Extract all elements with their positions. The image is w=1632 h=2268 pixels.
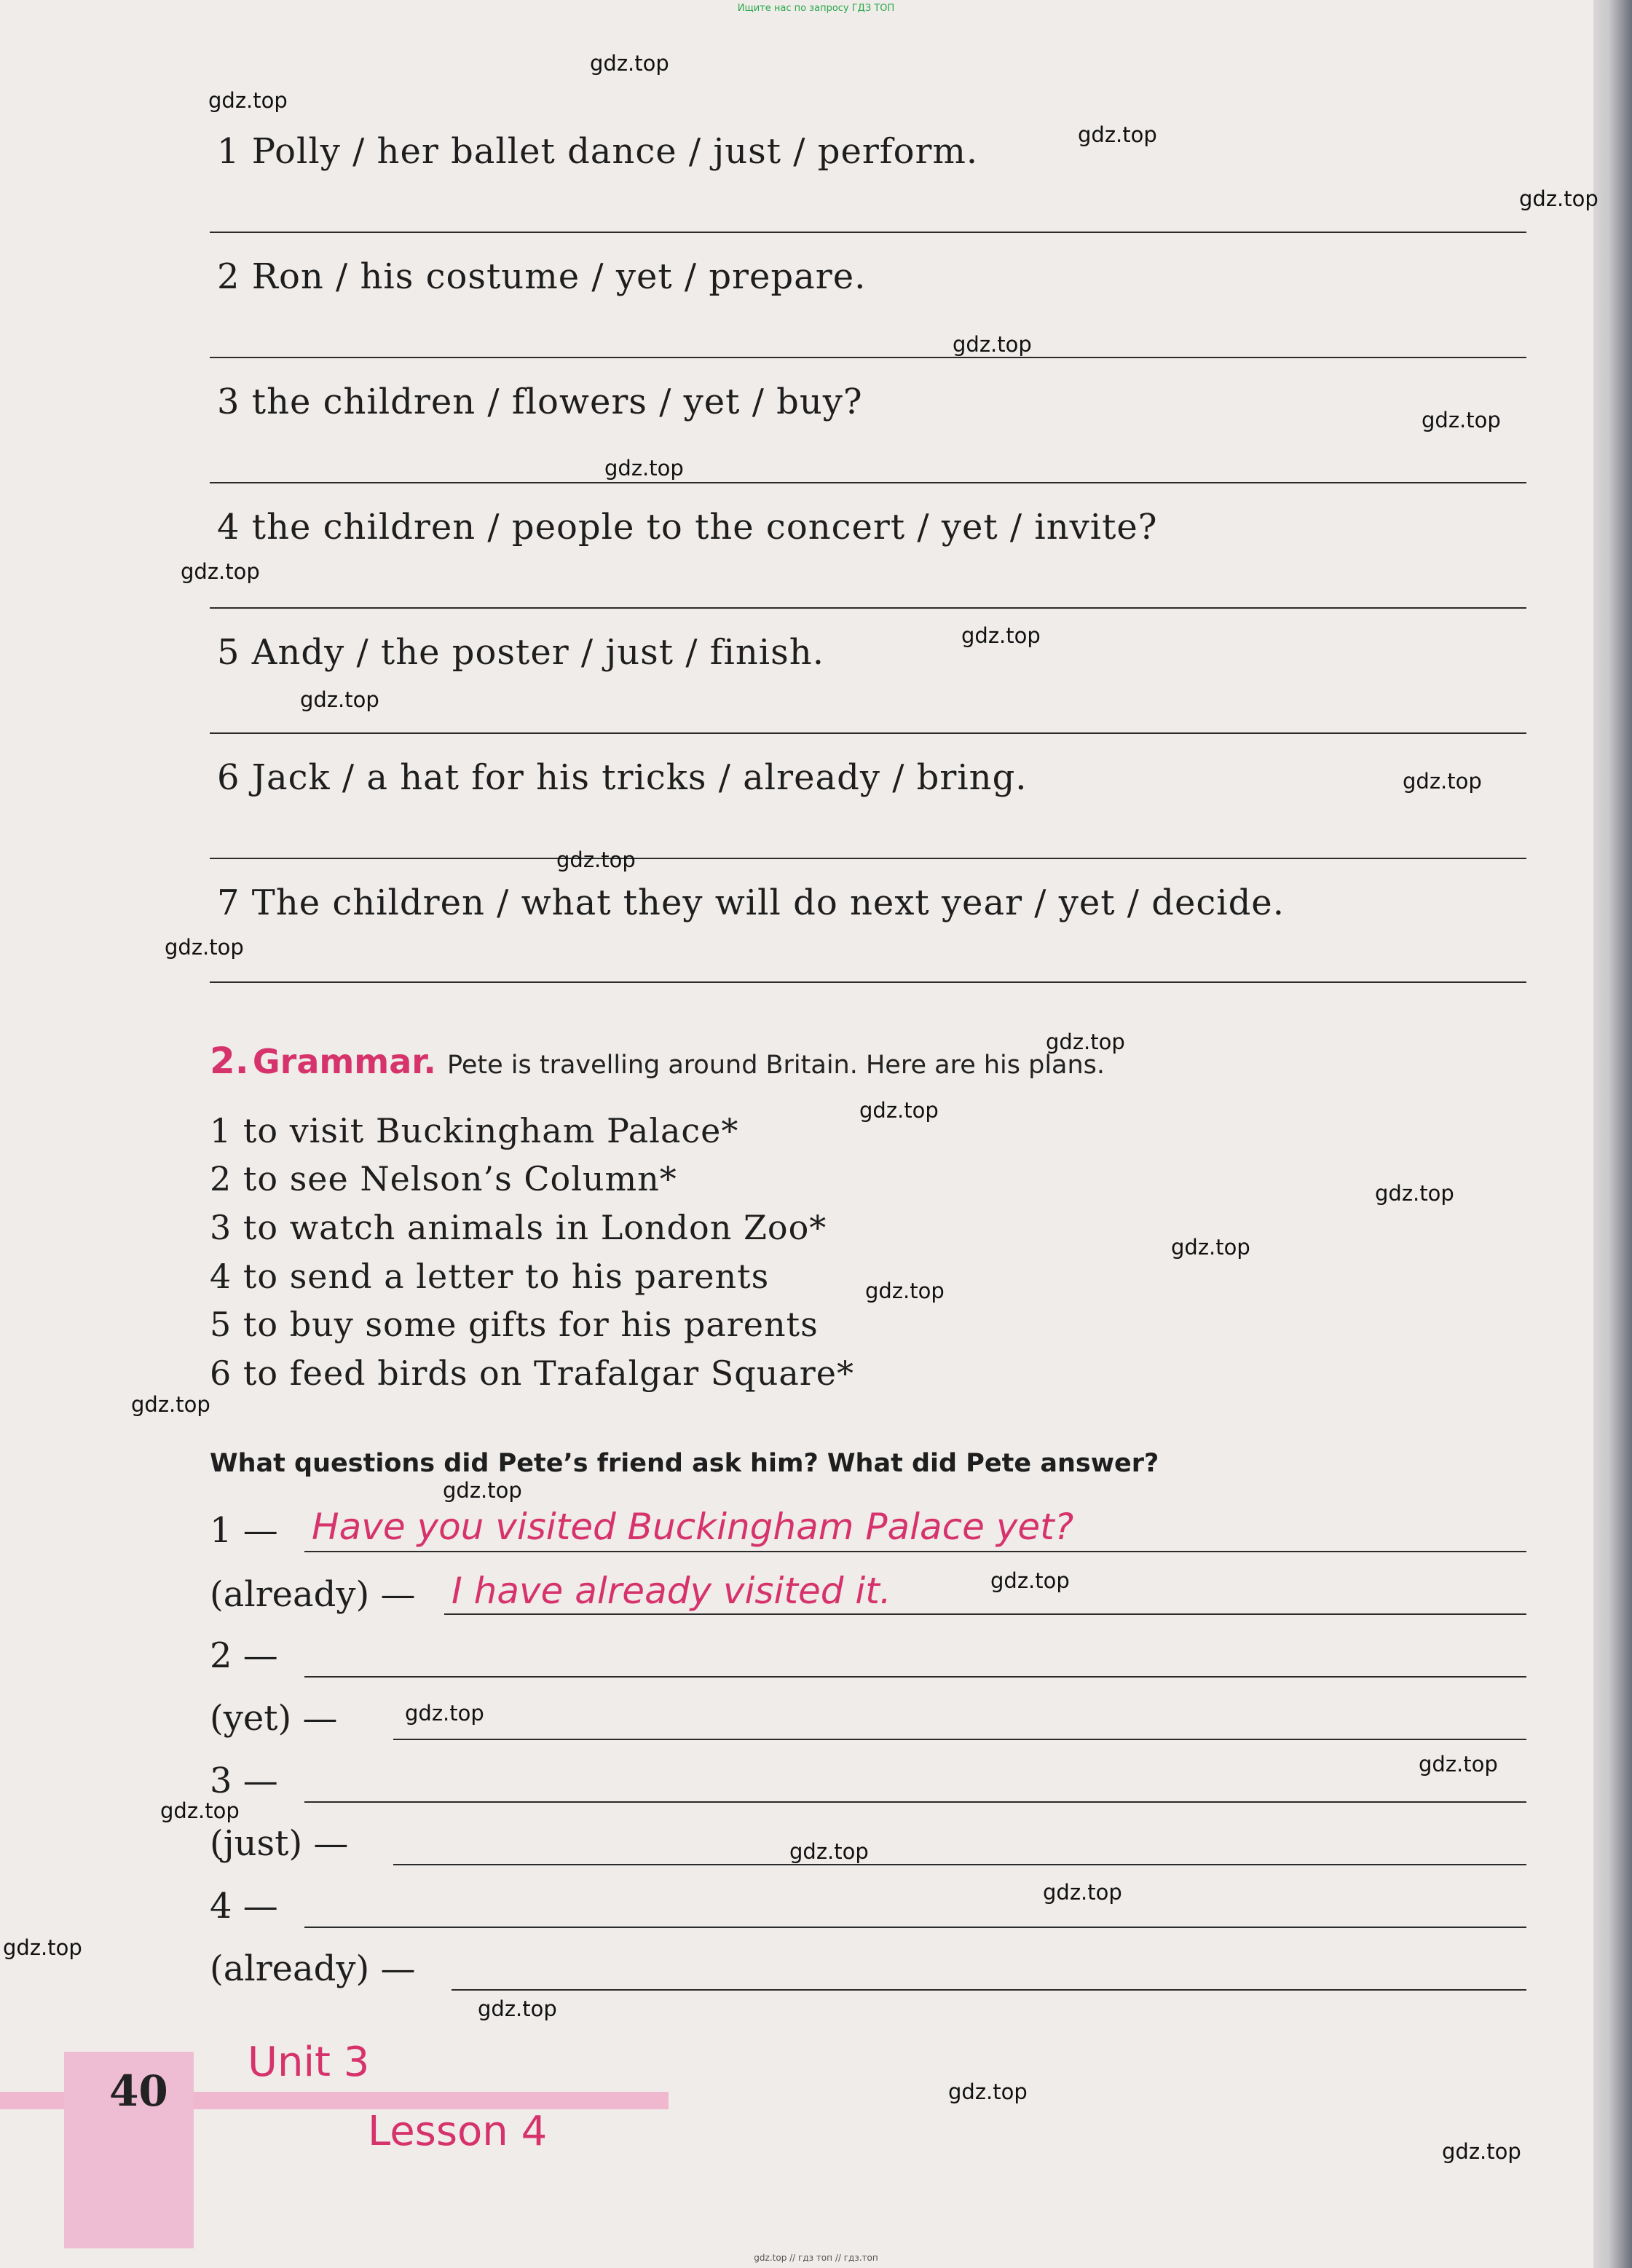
qa-1-question-answer: Have you visited Buckingham Palace yet?: [312, 1506, 1074, 1548]
watermark: gdz.top: [948, 2079, 1028, 2104]
exercise1-item-5: 5 Andy / the poster / just / finish.: [217, 632, 824, 673]
plan-item: 3 to watch animals in London Zoo*: [210, 1208, 827, 1247]
qa-3-answer-label: (just) —: [210, 1823, 349, 1864]
qa-4-answer-line[interactable]: [452, 1989, 1526, 1991]
qa-3-answer-line[interactable]: [393, 1864, 1526, 1865]
watermark: gdz.top: [165, 935, 244, 960]
watermark: gdz.top: [3, 1935, 82, 1960]
unit-label: Unit 3: [248, 2039, 370, 2086]
qa-3-question-label: 3 —: [210, 1761, 278, 1801]
answer-line-5[interactable]: [210, 732, 1526, 734]
watermark: gdz.top: [208, 88, 288, 113]
watermark: gdz.top: [953, 332, 1032, 357]
watermark: gdz.top: [961, 623, 1041, 648]
plan-item: 2 to see Nelson’s Column*: [210, 1159, 677, 1198]
answer-line-3[interactable]: [210, 482, 1526, 483]
qa-1-question-line[interactable]: [304, 1551, 1526, 1552]
exercise2-heading: [210, 1040, 1105, 1082]
qa-4-question-label: 4 —: [210, 1886, 278, 1927]
answer-line-2[interactable]: [210, 357, 1526, 358]
qa-2-answer-label: (yet) —: [210, 1698, 338, 1739]
qa-1-answer-text: I have already visited it.: [452, 1570, 891, 1612]
exercise1-item-1: 1 Polly / her ballet dance / just / perform.: [217, 131, 979, 172]
watermark: gdz.top: [478, 1996, 557, 2021]
plan-item: 5 to buy some gifts for his parents: [210, 1305, 819, 1344]
qa-1-question-label: 1 —: [210, 1510, 278, 1551]
exercise2-question: What questions did Pete’s friend ask him? What did Pete answer?: [210, 1449, 1159, 1478]
watermark: gdz.top: [1046, 1030, 1125, 1054]
plan-item: 6 to feed birds on Trafalgar Square*: [210, 1354, 854, 1393]
answer-line-7[interactable]: [210, 981, 1526, 983]
watermark: gdz.top: [604, 456, 684, 481]
watermark: gdz.top: [1375, 1181, 1454, 1206]
exercise1-item-4: 4 the children / people to the concert / yet / invite?: [217, 507, 1158, 548]
qa-3-question-line[interactable]: [304, 1801, 1526, 1803]
plan-item: 4 to send a letter to his parents: [210, 1257, 770, 1296]
bottom-note: gdz.top // гдз топ // гдз.топ: [754, 2253, 878, 2263]
watermark: gdz.top: [1419, 1752, 1498, 1777]
watermark: gdz.top: [789, 1839, 869, 1864]
qa-4-answer-label: (already) —: [210, 1948, 416, 1989]
page-number: 40: [109, 2066, 168, 2116]
top-note: Ищите нас по запросу ГДЗ ТОП: [737, 3, 895, 14]
qa-2-question-label: 2 —: [210, 1635, 278, 1676]
exercise1-item-6: 6 Jack / a hat for his tricks / already / bring.: [217, 757, 1028, 798]
watermark: gdz.top: [1078, 122, 1157, 147]
watermark: gdz.top: [131, 1392, 210, 1417]
page-edge-shadow: [1593, 0, 1632, 2268]
exercise1-item-2: 2 Ron / his costume / yet / prepare.: [217, 256, 867, 297]
answer-line-1[interactable]: [210, 232, 1526, 233]
answer-line-6[interactable]: [210, 858, 1526, 859]
exercise2-number: 2.: [210, 1040, 249, 1082]
qa-2-answer-line[interactable]: [393, 1739, 1526, 1740]
qa-1-answer-line[interactable]: [444, 1613, 1526, 1615]
watermark: gdz.top: [443, 1478, 522, 1503]
qa-4-question-line[interactable]: [304, 1927, 1526, 1928]
answer-line-4[interactable]: [210, 607, 1526, 609]
exercise2-title: Grammar.: [252, 1042, 436, 1081]
watermark: gdz.top: [1519, 186, 1599, 211]
watermark: gdz.top: [181, 559, 260, 584]
watermark: gdz.top: [1442, 2139, 1521, 2164]
exercise1-item-7: 7 The children / what they will do next year / yet / decide.: [217, 882, 1285, 923]
watermark: gdz.top: [405, 1701, 484, 1726]
watermark: gdz.top: [1403, 769, 1482, 794]
watermark: gdz.top: [990, 1568, 1070, 1593]
watermark: gdz.top: [556, 847, 636, 872]
watermark: gdz.top: [865, 1279, 945, 1303]
watermark: gdz.top: [160, 1798, 240, 1823]
qa-1-answer-label: (already) —: [210, 1574, 416, 1615]
watermark: gdz.top: [1422, 408, 1501, 432]
qa-2-question-line[interactable]: [304, 1676, 1526, 1678]
lesson-label: Lesson 4: [368, 2108, 548, 2155]
watermark: gdz.top: [590, 51, 669, 76]
watermark: gdz.top: [859, 1098, 939, 1123]
plan-item: 1 to visit Buckingham Palace*: [210, 1111, 739, 1150]
exercise1-item-3: 3 the children / flowers / yet / buy?: [217, 382, 863, 422]
watermark: gdz.top: [1171, 1235, 1250, 1260]
watermark: gdz.top: [300, 687, 379, 712]
watermark: gdz.top: [1043, 1880, 1122, 1905]
exercise2-instruction: Pete is travelling around Britain. Here are his plans.: [446, 1051, 1105, 1080]
